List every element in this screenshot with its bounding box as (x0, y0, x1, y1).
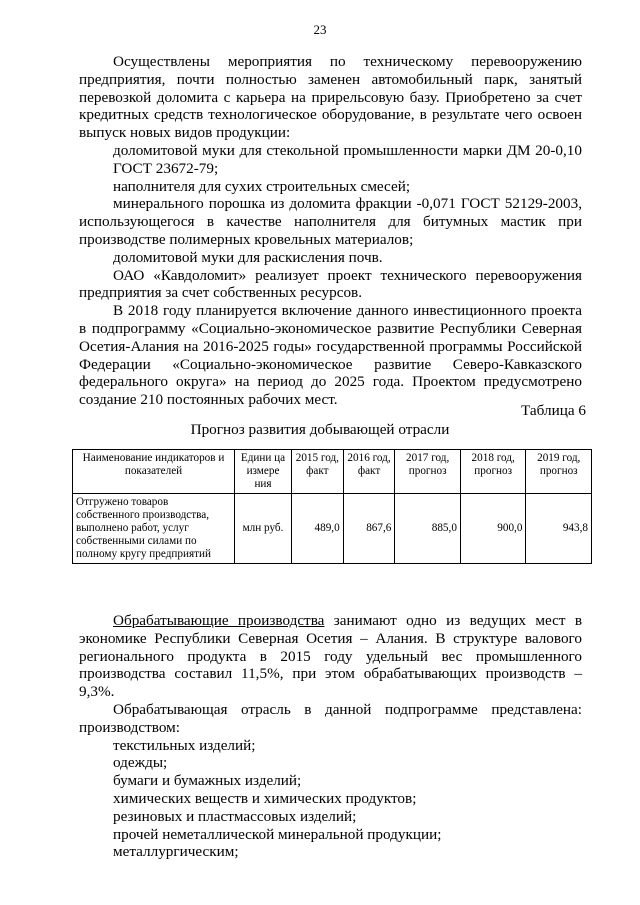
forecast-table (72, 449, 592, 564)
table-label: Таблица 6 (521, 402, 586, 419)
header-2015: 2015 год, факт (292, 450, 344, 494)
cell-2017: 885,0 (395, 494, 461, 564)
cell-unit: млн руб. (235, 494, 292, 564)
cell-2015: 489,0 (292, 494, 344, 564)
list-item: прочей неметаллической минеральной продукции; (113, 825, 442, 843)
list-item: наполнителя для сухих строительных смесей; (113, 177, 411, 195)
header-2018: 2018 год, прогноз (460, 450, 526, 494)
list-item: одежды; (113, 754, 168, 772)
text-block-top (79, 53, 582, 409)
header-2016: 2016 год, факт (343, 450, 395, 494)
list-item: минерального порошка из доломита фракции -0,071 ГОСТ 52129-2003, использующегося в качестве наполнителя для битумных мастик при производстве полимерных кровельных материалов; (79, 195, 582, 248)
manufacturing-heading: Обрабатывающие производства (113, 612, 325, 629)
paragraph-manufacturing (79, 612, 582, 701)
cell-name: Отгружено товаров собственного производства, выполнено работ, услуг собственными силами по полному кругу предприятий (73, 494, 235, 564)
manufacturing-text: занимают одно из ведущих мест в экономике Республики Северная Осетия – Алания. В структуре валового регионального продукта в 2015 году удельный вес промышленного производства составил 11,5%, при этом обрабатывающих производств – 9,3%. (79, 612, 582, 701)
cell-2019: 943,8 (526, 494, 592, 564)
page-number: 23 (313, 22, 327, 37)
header-2019: 2019 год, прогноз (526, 450, 592, 494)
header-name: Наименование индикаторов и показателей (73, 450, 235, 494)
list-item: доломитовой муки для раскисления почв. (113, 248, 383, 266)
text-block-bottom (79, 612, 582, 861)
cell-2016: 867,6 (343, 494, 395, 564)
list-item: доломитовой муки для стекольной промышленности марки ДМ 20-0,10 ГОСТ 23672-79; (113, 141, 582, 177)
paragraph-modernization: Осуществлены мероприятия по техническому перевооружению предприятия, почти полностью заменен автомобильный парк, занятый перевозкой доломита с карьера на прирельсовую базу. Приобретено за счет кредитных средств технологическое оборудование, в результате чего освоен выпуск новых видов продукции: (79, 53, 582, 142)
list-item: металлургическим; (113, 843, 239, 861)
header-2017: 2017 год, прогноз (395, 450, 461, 494)
paragraph-industry-list-intro: Обрабатывающая отрасль в данной подпрограмме представлена: производством: (79, 700, 582, 736)
table-title: Прогноз развития добывающей отрасли (190, 421, 450, 438)
list-item: текстильных изделий; (113, 736, 256, 754)
paragraph-kavdolomit: ОАО «Кавдоломит» реализует проект технического перевооружения предприятия за счет собственных ресурсов. (79, 266, 582, 302)
cell-2018: 900,0 (460, 494, 526, 564)
table-header-row (73, 450, 592, 494)
list-item: резиновых и пластмассовых изделий; (113, 807, 357, 825)
list-item: бумаги и бумажных изделий; (113, 772, 302, 790)
table-row (73, 494, 592, 564)
paragraph-investment: В 2018 году планируется включение данного инвестиционного проекта в подпрограмму «Социально-экономическое развитие Республики Северная Осетия-Алания на 2016-2025 годы» государственной программы Российской Федерации «Социально-экономическое развитие Северо-Кавказского федерального округа» на период до 2025 года. Проектом предусмотрено создание 210 постоянных рабочих мест. (79, 302, 582, 409)
header-unit: Едини ца измере ния (235, 450, 292, 494)
list-item: химических веществ и химических продуктов; (113, 789, 417, 807)
